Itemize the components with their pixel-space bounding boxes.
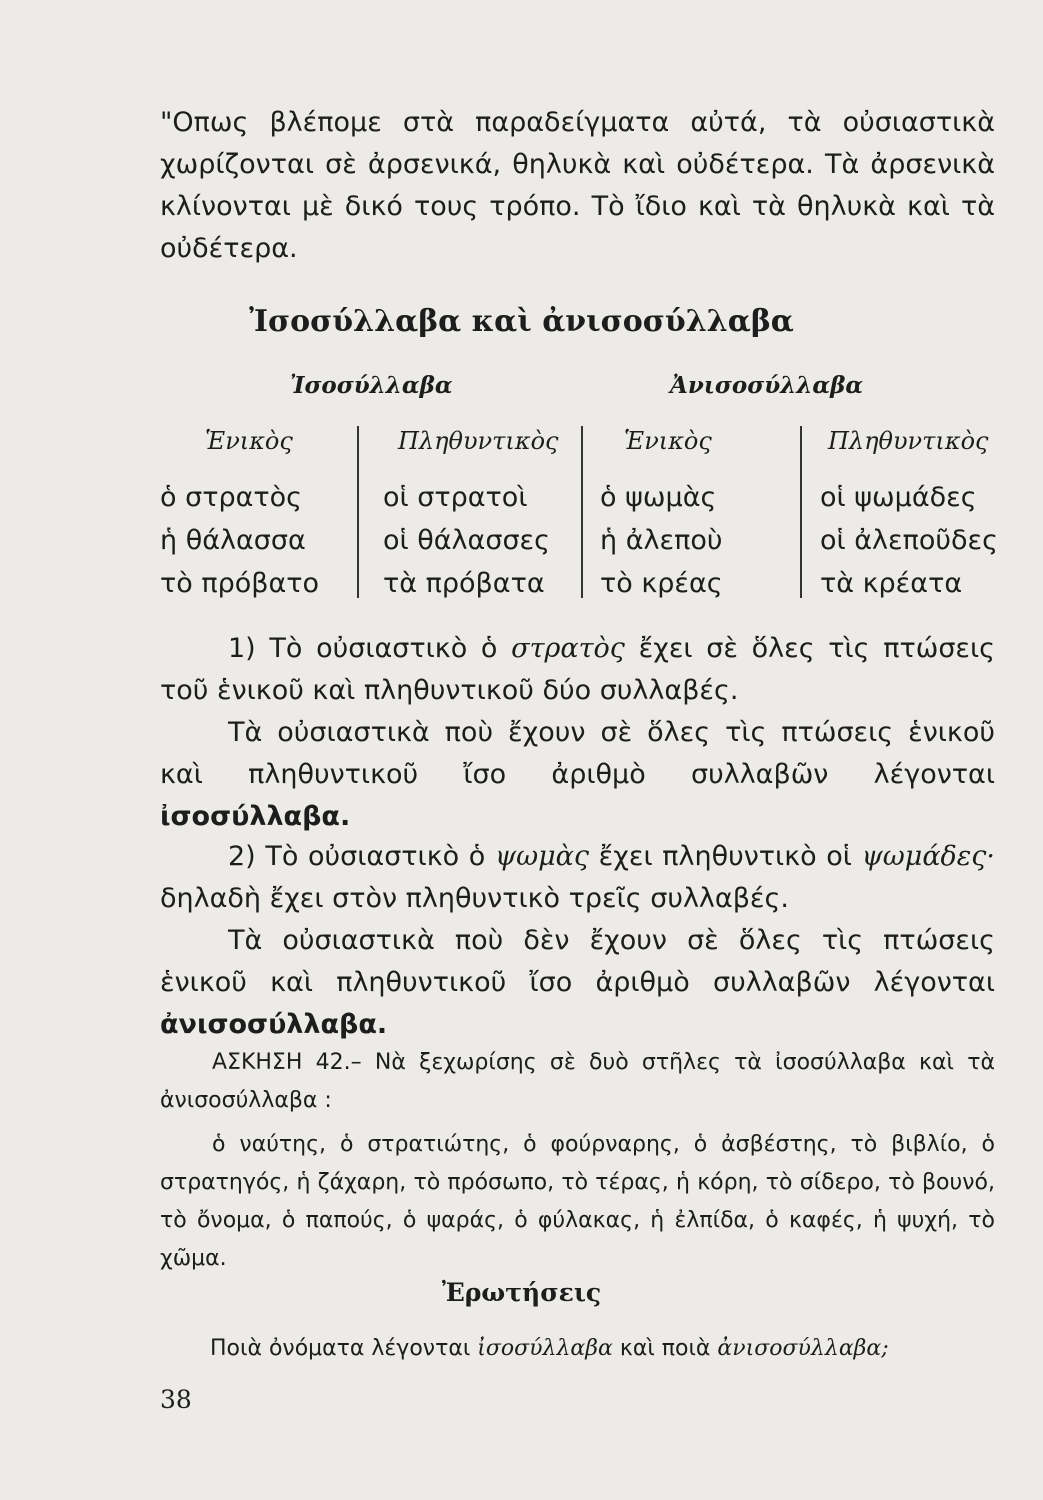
table-cell: ἡ θάλασσα bbox=[160, 525, 306, 556]
exercise bbox=[160, 1044, 995, 1278]
header-singular-left: Ἑνικὸς bbox=[205, 427, 293, 455]
table-divider bbox=[800, 426, 802, 598]
intro-text: "Οπως βλέπομε στὰ παραδείγματα αὐτά, τὰ οὐσιαστικὰ χωρίζονται σὲ ἀρσενικά, θηλυκὰ καὶ οὐδέτερα. Τὰ ἀρσενικὰ κλίνονται μὲ δικό τους τρόπο. Τὸ ἴδιο καὶ τὰ θηλυκὰ καὶ τὰ οὐδέτερα. bbox=[160, 107, 995, 264]
table-column-singular-right bbox=[600, 476, 723, 605]
table-cell: τὸ πρόβατο bbox=[160, 568, 320, 599]
table-cell: ὁ στρατὸς bbox=[160, 482, 303, 513]
table-column-plural-right bbox=[820, 476, 998, 605]
table-divider bbox=[581, 426, 583, 598]
rule-1: 1) Τὸ οὐσιαστικὸ ὁ στρατὸς ἔχει σὲ ὅλες τὶς πτώσεις τοῦ ἑνικοῦ καὶ πληθυντικοῦ δύο συλλαβές. Τὰ οὐσιαστικὰ ποὺ ἔχουν σὲ ὅλες τὶς πτώσεις ἑνικοῦ καὶ πληθυντικοῦ ἴσο ἀριθμὸ συλλαβῶν λέγονται ἰσοσύλλαβα. bbox=[160, 633, 996, 832]
rule-2: 2) Τὸ οὐσιαστικὸ ὁ ψωμὰς ἔχει πληθυντικὸ οἱ ψωμάδες· δηλαδὴ ἔχει στὸν πληθυντικὸ τρεῖς συλλαβές. Τὰ οὐσιαστικὰ ποὺ δὲν ἔχουν σὲ ὅλες τὶς πτώσεις ἑνικοῦ καὶ πληθυντικοῦ ἴσο ἀριθμὸ συλλαβῶν λέγονται ἀνισοσύλλαβα. bbox=[160, 841, 995, 1040]
table-cell: τὰ πρόβατα bbox=[383, 568, 545, 599]
group-right-label: Ἀνισοσύλλαβα bbox=[670, 372, 864, 399]
table-cell: τὸ κρέας bbox=[600, 568, 723, 599]
group-left-label: Ἰσοσύλλαβα bbox=[290, 372, 453, 399]
table-divider bbox=[357, 426, 359, 598]
page-number: 38 bbox=[160, 1385, 192, 1414]
table-cell: οἱ στρατοὶ bbox=[383, 482, 528, 513]
table-cell: ὁ ψωμὰς bbox=[600, 482, 717, 513]
intro-paragraph bbox=[160, 102, 995, 270]
table-cell: ἡ ἀλεποὺ bbox=[600, 525, 723, 556]
table-column-plural-left bbox=[383, 476, 550, 605]
table-column-singular-left bbox=[160, 476, 319, 605]
table-cell: οἱ ψωμάδες bbox=[820, 482, 977, 513]
header-singular-right: Ἑνικὸς bbox=[624, 427, 712, 455]
table-cell: οἱ θάλασσες bbox=[383, 525, 550, 556]
question: Ποιὰ ὀνόματα λέγονται ἰσοσύλλαβα καὶ ποιὰ ἀνισοσύλλαβα; bbox=[210, 1336, 889, 1361]
exercise-words: ὁ ναύτης, ὁ στρατιώτης, ὁ φούρναρης, ὁ ἀσβέστης, τὸ βιβλίο, ὁ στρατηγός, ἡ ζάχαρη, τὸ πρόσωπο, τὸ τέρας, ἡ κόρη, τὸ σίδερο, τὸ βουνό, τὸ ὄνομα, ὁ παπούς, ὁ ψαράς, ὁ φύλακας, ἡ ἐλπίδα, ὁ καφές, ἡ ψυχή, τὸ χῶμα. bbox=[160, 1132, 995, 1271]
questions-heading: Ἐρωτήσεις bbox=[441, 1278, 602, 1307]
exercise-title: ΑΣΚΗΣΗ 42.– Νὰ ξεχωρίσης σὲ δυὸ στῆλες τὰ ἰσοσύλλαβα καὶ τὰ ἀνισοσύλλαβα : bbox=[160, 1050, 995, 1113]
table-cell: οἱ ἀλεποῦδες bbox=[820, 525, 998, 556]
header-plural-right: Πληθυντικὸς bbox=[828, 427, 989, 455]
table-cell: τὰ κρέατα bbox=[820, 568, 963, 599]
header-plural-left: Πληθυντικὸς bbox=[398, 427, 559, 455]
section-heading: Ἰσοσύλλαβα καὶ ἀνισοσύλλαβα bbox=[249, 304, 794, 339]
